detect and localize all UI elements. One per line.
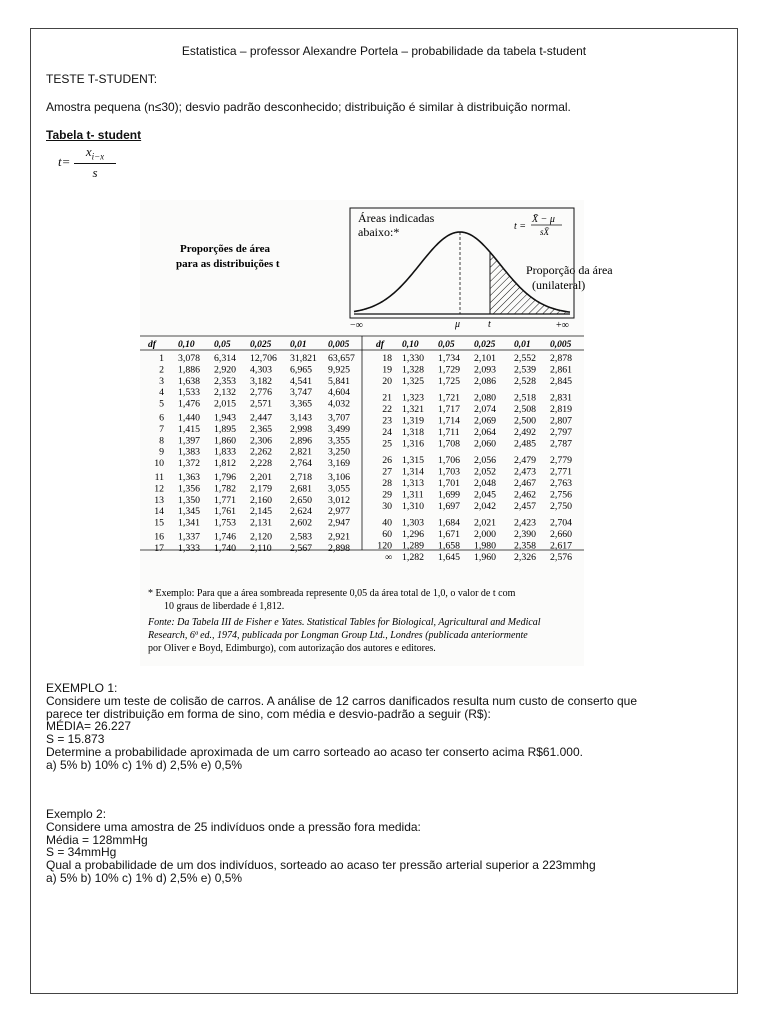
example-2 xyxy=(46,808,596,885)
table-header-cell-left: 0,05 xyxy=(214,340,231,350)
table-cell: 2,201 xyxy=(250,472,273,483)
example-2-options: a) 5% b) 10% c) 1% d) 2,5% e) 0,5% xyxy=(46,870,243,885)
table-cell: 3,707 xyxy=(328,412,351,424)
formula-lhs: t= xyxy=(58,154,71,169)
table-cell: 1,303 xyxy=(402,517,425,529)
table-cell: 2,567 xyxy=(290,542,313,554)
table-cell: 2,326 xyxy=(514,551,537,563)
table-cell: 3,012 xyxy=(328,494,351,506)
table-cell: 1,319 xyxy=(402,415,425,427)
table-cell: 2,771 xyxy=(550,466,573,478)
table-cell: 1 xyxy=(159,353,164,364)
table-cell: 2,624 xyxy=(290,506,313,518)
table-cell: 1,476 xyxy=(178,398,201,410)
table-cell: 2,898 xyxy=(328,542,351,554)
example-1-question: Determine a probabilidade aproximada de um carro sorteado ao acaso ter conserto acima R$61.000. xyxy=(46,744,583,759)
table-cell: 1,833 xyxy=(214,446,237,458)
table-cell: ∞ xyxy=(385,551,392,563)
table-cell: 2,998 xyxy=(290,423,313,435)
table-cell: 1,706 xyxy=(438,455,461,467)
table-cell: 2,896 xyxy=(290,435,313,447)
table-cell: 1,812 xyxy=(214,458,237,470)
table-cell: 17 xyxy=(154,542,164,554)
table-cell: 1,771 xyxy=(214,494,237,506)
table-cell: 2,069 xyxy=(474,415,497,427)
example-1-sd: S = 15.873 xyxy=(46,732,105,747)
table-header-cell-right: 0,025 xyxy=(474,340,496,350)
table-cell: 9,925 xyxy=(328,364,351,376)
table-cell: 2,132 xyxy=(214,387,237,399)
table-cell: 1,717 xyxy=(438,404,461,416)
table-cell: 1,943 xyxy=(214,412,237,424)
table-cell: 2,787 xyxy=(550,438,573,450)
table-cell: 2,101 xyxy=(474,353,497,364)
table-cell: 1,296 xyxy=(402,529,425,541)
table-cell: 7 xyxy=(159,423,164,435)
table-cell: 1,746 xyxy=(214,531,237,543)
right-caption-line2: (unilateral) xyxy=(532,278,586,292)
figure-formula-numerator: X̄ − μ xyxy=(532,214,555,225)
table-cell: 2,353 xyxy=(214,375,237,387)
table-cell: 2,528 xyxy=(514,375,537,387)
table-cell: 1,311 xyxy=(402,489,424,501)
table-cell: 13 xyxy=(154,494,164,506)
table-cell: 1,796 xyxy=(214,472,237,483)
table-cell: 2,660 xyxy=(550,529,573,541)
table-cell: 2,921 xyxy=(328,531,351,543)
table-cell: 1,356 xyxy=(178,483,201,495)
table-cell: 2,423 xyxy=(514,517,537,529)
table-cell: 2,145 xyxy=(250,506,273,518)
table-cell: 1,671 xyxy=(438,529,461,541)
figure-formula-lhs: t = xyxy=(514,221,527,232)
table-cell: 1,321 xyxy=(402,404,425,416)
table-cell: 2,920 xyxy=(214,364,237,376)
table-cell: 1,415 xyxy=(178,423,201,435)
axis-label-minus-inf: −∞ xyxy=(350,320,363,331)
table-cell: 1,714 xyxy=(438,415,461,427)
table-header-cell-left: 0,025 xyxy=(250,340,272,350)
table-cell: 2,681 xyxy=(290,483,313,495)
table-cell: 2,718 xyxy=(290,472,313,483)
table-cell: 2,462 xyxy=(514,489,537,501)
table-cell: 1,721 xyxy=(438,392,461,404)
table-cell: 29 xyxy=(382,489,392,501)
areas-label-line1: Áreas indicadas xyxy=(358,211,435,225)
table-header-cell-left: 0,01 xyxy=(290,340,307,350)
table-cell: 1,725 xyxy=(438,375,461,387)
axis-label-plus-inf: +∞ xyxy=(556,320,569,331)
table-cell: 1,341 xyxy=(178,517,201,529)
table-cell: 12 xyxy=(154,483,164,495)
table-cell: 3,106 xyxy=(328,472,351,483)
table-cell: 1,313 xyxy=(402,478,425,489)
table-cell: 1,363 xyxy=(178,472,201,483)
table-cell: 1,350 xyxy=(178,494,201,506)
table-cell: 2,650 xyxy=(290,494,313,506)
table-cell: 1,708 xyxy=(438,438,461,450)
example-2-mean: Média = 128mmHg xyxy=(46,832,148,847)
example-1-line: parece ter distribuição em forma de sino, com média e desvio-padrão a seguir (R$): xyxy=(46,706,491,721)
table-cell: 2,365 xyxy=(250,423,273,435)
table-cell: 120 xyxy=(377,540,392,552)
footnote-line2: 10 graus de liberdade é 1,812. xyxy=(164,601,285,612)
table-cell: 3,055 xyxy=(328,483,351,495)
table-cell: 1,337 xyxy=(178,531,201,543)
table-header-cell-right: 0,05 xyxy=(438,340,455,350)
table-cell: 11 xyxy=(154,472,164,483)
table-cell: 2,750 xyxy=(550,500,573,512)
table-cell: 26 xyxy=(382,455,392,467)
example-2-title: Exemplo 2: xyxy=(46,807,107,821)
table-cell: 2,508 xyxy=(514,404,537,416)
table-cell: 31,821 xyxy=(290,353,317,364)
table-cell: 1,316 xyxy=(402,438,425,450)
t-student-table-figure xyxy=(140,200,613,666)
table-cell: 1,697 xyxy=(438,500,461,512)
table-cell: 2,617 xyxy=(550,540,573,552)
formula-denominator: s xyxy=(92,164,98,180)
table-cell: 2,704 xyxy=(550,517,573,529)
table-cell: 2,831 xyxy=(550,392,573,404)
table-cell: 4,303 xyxy=(250,364,273,376)
table-cell: 15 xyxy=(154,517,164,529)
table-cell: 1,729 xyxy=(438,364,461,376)
table-cell: 2,756 xyxy=(550,489,573,501)
table-cell: 3,365 xyxy=(290,398,313,410)
example-2-sd: S = 34mmHg xyxy=(46,845,117,860)
table-cell: 2,358 xyxy=(514,540,537,552)
table-cell: 2,583 xyxy=(290,531,313,543)
table-cell: 16 xyxy=(154,531,164,543)
table-cell: 2,776 xyxy=(250,387,273,399)
table-cell: 12,706 xyxy=(250,353,277,364)
table-cell: 1,980 xyxy=(474,540,497,552)
table-cell: 2,485 xyxy=(514,438,537,450)
table-cell: 1,734 xyxy=(438,353,461,364)
table-cell: 14 xyxy=(154,506,164,518)
table-cell: 2,060 xyxy=(474,438,497,450)
table-cell: 2,045 xyxy=(474,489,497,501)
table-cell: 2,228 xyxy=(250,458,273,470)
table-cell: 2,000 xyxy=(474,529,497,541)
table-cell: 60 xyxy=(382,529,392,541)
table-cell: 2,473 xyxy=(514,466,537,478)
example-1-mean: MÉDIA= 26.227 xyxy=(46,719,132,734)
table-cell: 5,841 xyxy=(328,375,351,387)
table-cell: 1,318 xyxy=(402,426,425,438)
table-cell: 2,120 xyxy=(250,531,273,543)
table-cell: 1,372 xyxy=(178,458,201,470)
table-cell: 1,328 xyxy=(402,364,425,376)
left-caption-line1: Proporções de área xyxy=(180,243,271,255)
table-cell: 6,965 xyxy=(290,364,313,376)
t-table-group xyxy=(140,336,584,563)
table-cell: 2,845 xyxy=(550,375,573,387)
table-cell: 2,539 xyxy=(514,364,537,376)
table-cell: 1,314 xyxy=(402,466,425,478)
table-cell: 25 xyxy=(382,438,392,450)
table-cell: 1,761 xyxy=(214,506,237,518)
table-cell: 1,325 xyxy=(402,375,425,387)
footnote-line1: * Exemplo: Para que a área sombreada represente 0,05 da área total de 1,0, o valor de t com xyxy=(148,588,516,599)
table-cell: 3,182 xyxy=(250,375,273,387)
intro-text: Amostra pequena (n≤30); desvio padrão desconhecido; distribuição é similar à distribuição normal. xyxy=(46,100,571,114)
table-cell: 2,447 xyxy=(250,412,273,424)
table-cell: 1,895 xyxy=(214,423,237,435)
table-cell: 1,782 xyxy=(214,483,237,495)
table-cell: 2,479 xyxy=(514,455,537,467)
table-cell: 10 xyxy=(154,458,164,470)
table-cell: 2,093 xyxy=(474,364,497,376)
left-caption-line2: para as distribuições t xyxy=(176,258,280,270)
source-line3: por Oliver e Boyd, Edimburgo), com autorização dos autores e editores. xyxy=(148,643,436,654)
table-header-cell-right: 0,10 xyxy=(402,340,419,350)
table-header-cell-right: df xyxy=(376,340,384,350)
table-cell: 1,397 xyxy=(178,435,201,447)
table-cell: 1,638 xyxy=(178,375,201,387)
table-cell: 3,747 xyxy=(290,387,313,399)
table-cell: 2,977 xyxy=(328,506,351,518)
table-cell: 3,355 xyxy=(328,435,351,447)
table-cell: 2,764 xyxy=(290,458,313,470)
figure-formula-denominator: sX̄ xyxy=(540,227,549,237)
table-cell: 2,552 xyxy=(514,353,537,364)
table-cell: 3,143 xyxy=(290,412,313,424)
table-cell: 1,658 xyxy=(438,540,461,552)
example-1-line: Considere um teste de colisão de carros. A análise de 12 carros danificados resulta num custo de conserto que xyxy=(46,693,638,708)
table-cell: 21 xyxy=(382,392,392,404)
table-cell: 2,056 xyxy=(474,455,497,467)
table-cell: 8 xyxy=(159,435,164,447)
table-cell: 2,042 xyxy=(474,500,497,512)
table-cell: 2,947 xyxy=(328,517,351,529)
table-cell: 2,048 xyxy=(474,478,497,489)
table-cell: 1,289 xyxy=(402,540,425,552)
table-cell: 1,323 xyxy=(402,392,425,404)
table-cell: 30 xyxy=(382,500,392,512)
table-cell: 3 xyxy=(159,375,164,387)
table-cell: 1,703 xyxy=(438,466,461,478)
table-header-cell-right: 0,005 xyxy=(550,340,572,350)
table-cell: 40 xyxy=(382,517,392,529)
table-cell: 20 xyxy=(382,375,392,387)
table-cell: 2,457 xyxy=(514,500,537,512)
table-cell: 63,657 xyxy=(328,353,355,364)
table-cell: 1,333 xyxy=(178,542,201,554)
table-cell: 2,821 xyxy=(290,446,313,458)
table-cell: 2,819 xyxy=(550,404,573,416)
table-cell: 3,169 xyxy=(328,458,351,470)
table-cell: 1,960 xyxy=(474,551,497,563)
table-cell: 19 xyxy=(382,364,392,376)
table-cell: 5 xyxy=(159,398,164,410)
table-cell: 18 xyxy=(382,353,392,364)
table-cell: 1,711 xyxy=(438,426,460,438)
table-cell: 22 xyxy=(382,404,392,416)
table-cell: 3,250 xyxy=(328,446,351,458)
table-cell: 2,467 xyxy=(514,478,537,489)
table-cell: 2,074 xyxy=(474,404,497,416)
table-cell: 2,779 xyxy=(550,455,573,467)
table-cell: 2,131 xyxy=(250,517,273,529)
table-cell: 1,684 xyxy=(438,517,461,529)
table-cell: 1,310 xyxy=(402,500,425,512)
axis-label-mu: μ xyxy=(455,319,461,330)
table-cell: 1,330 xyxy=(402,353,425,364)
table-cell: 27 xyxy=(382,466,392,478)
table-cell: 1,886 xyxy=(178,364,201,376)
table-cell: 2,086 xyxy=(474,375,497,387)
example-2-line: Considere uma amostra de 25 indivíduos onde a pressão fora medida: xyxy=(46,819,421,834)
table-cell: 6,314 xyxy=(214,353,237,364)
table-cell: 4,032 xyxy=(328,398,351,410)
table-cell: 1,345 xyxy=(178,506,201,518)
table-cell: 2,797 xyxy=(550,426,573,438)
t-distribution-figure-svg xyxy=(140,200,613,666)
table-cell: 2,064 xyxy=(474,426,497,438)
table-cell: 2,861 xyxy=(550,364,573,376)
areas-label-line2: abaixo:* xyxy=(358,225,400,239)
table-cell: 1,753 xyxy=(214,517,237,529)
table-cell: 2,179 xyxy=(250,483,273,495)
table-cell: 2,306 xyxy=(250,435,273,447)
table-cell: 1,282 xyxy=(402,551,425,563)
table-cell: 4,541 xyxy=(290,375,313,387)
table-cell: 1,533 xyxy=(178,387,201,399)
table-header-cell-left: 0,10 xyxy=(178,340,195,350)
table-cell: 2,571 xyxy=(250,398,273,410)
table-cell: 2,160 xyxy=(250,494,273,506)
table-cell: 2,518 xyxy=(514,392,537,404)
table-cell: 2,492 xyxy=(514,426,537,438)
table-cell: 2,080 xyxy=(474,392,497,404)
table-cell: 1,383 xyxy=(178,446,201,458)
table-cell: 1,740 xyxy=(214,542,237,554)
table-cell: 2,602 xyxy=(290,517,313,529)
table-cell: 2,021 xyxy=(474,517,497,529)
table-cell: 23 xyxy=(382,415,392,427)
table-cell: 2,390 xyxy=(514,529,537,541)
table-cell: 1,699 xyxy=(438,489,461,501)
example-1 xyxy=(46,682,637,772)
example-2-question: Qual a probabilidade de um dos indivíduos, sorteado ao acaso ter pressão arterial superior a 223mmhg xyxy=(46,858,596,873)
axis-label-t: t xyxy=(488,319,491,330)
example-1-options: a) 5% b) 10% c) 1% d) 2,5% e) 0,5% xyxy=(46,757,243,772)
table-header-cell-left: 0,005 xyxy=(328,340,350,350)
table-cell: 2,052 xyxy=(474,466,497,478)
example-1-title: EXEMPLO 1: xyxy=(46,681,118,695)
table-cell: 3,078 xyxy=(178,353,201,364)
table-cell: 3,499 xyxy=(328,423,351,435)
table-header-cell-right: 0,01 xyxy=(514,340,531,350)
table-cell: 4 xyxy=(159,387,164,399)
source-line1: Fonte: Da Tabela III de Fisher e Yates. Statistical Tables for Biological, Agricultural and Medical xyxy=(148,617,541,628)
table-cell: 24 xyxy=(382,426,392,438)
table-cell: 2,262 xyxy=(250,446,273,458)
section-title: TESTE T-STUDENT: xyxy=(46,72,158,86)
table-cell: 2,807 xyxy=(550,415,573,427)
table-cell: 2,015 xyxy=(214,398,237,410)
table-cell: 2,110 xyxy=(250,542,272,554)
formula-numerator: $x_{i-x}$ xyxy=(74,144,116,164)
table-cell: 1,440 xyxy=(178,412,201,424)
table-cell: 2,763 xyxy=(550,478,573,489)
table-cell: 6 xyxy=(159,412,164,424)
table-cell: 9 xyxy=(159,446,164,458)
table-heading: Tabela t- student xyxy=(46,128,142,142)
table-cell: 2 xyxy=(159,364,164,376)
document-header: Estatistica – professor Alexandre Portela – probabilidade da tabela t-student xyxy=(181,44,587,58)
table-cell: 1,315 xyxy=(402,455,425,467)
source-line2: Research, 6ª ed., 1974, publicada por Longman Group Ltd., Londres (publicada anteriormente xyxy=(148,630,528,641)
table-cell: 2,500 xyxy=(514,415,537,427)
table-cell: 2,878 xyxy=(550,353,573,364)
table-cell: 1,860 xyxy=(214,435,237,447)
table-cell: 2,576 xyxy=(550,551,573,563)
right-caption-line1: Proporção da área xyxy=(526,263,613,277)
table-cell: 28 xyxy=(382,478,392,489)
formula-fraction xyxy=(74,144,116,181)
table-cell: 1,645 xyxy=(438,551,461,563)
table-cell: 1,701 xyxy=(438,478,461,489)
table-cell: 4,604 xyxy=(328,387,351,399)
table-header-cell-left: df xyxy=(148,340,156,350)
